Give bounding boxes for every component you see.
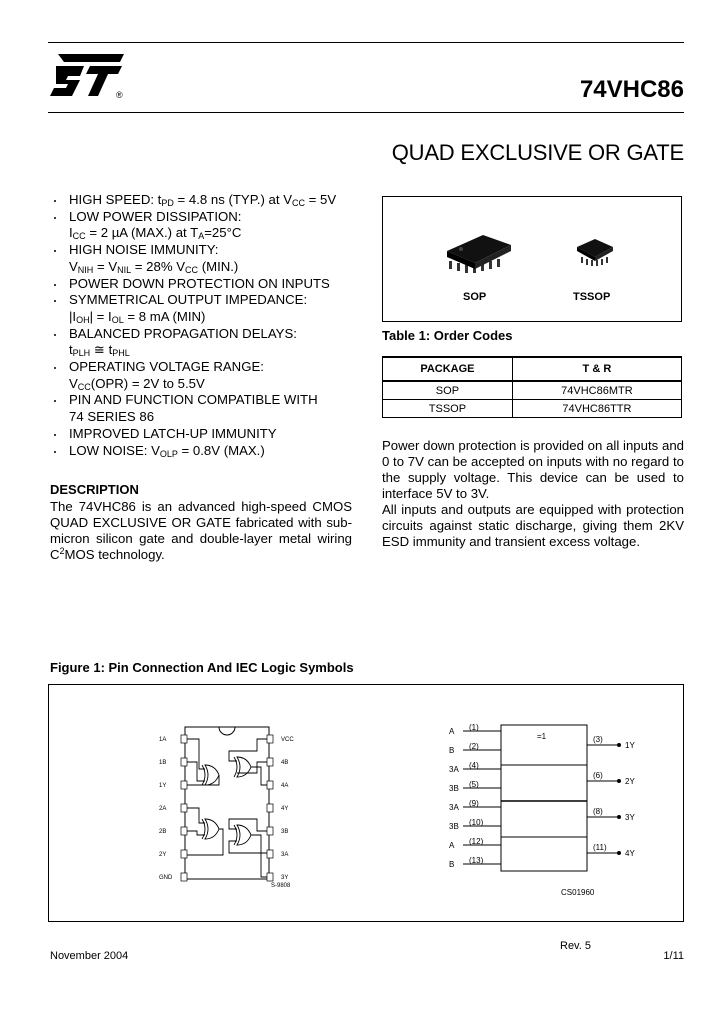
iec-input-pin: (12): [469, 837, 484, 846]
dip-pin: [267, 758, 273, 766]
dip-pin: [181, 873, 187, 881]
iec-output-pin: (11): [593, 843, 607, 852]
table-row: [383, 400, 682, 418]
dip-pin: [181, 735, 187, 743]
dip-pin: [181, 758, 187, 766]
figure-box: [48, 684, 684, 922]
iec-output-pin: (6): [593, 771, 603, 780]
top-rule: [48, 42, 684, 43]
iec-output-pin: (3): [593, 735, 603, 744]
dip-pin: [267, 850, 273, 858]
right-text: [382, 438, 684, 550]
feature-item: PIN AND FUNCTION COMPATIBLE WITH 74 SERIES 86: [50, 392, 370, 425]
iec-output-label: 2Y: [625, 777, 635, 786]
iec-logic-symbol: [441, 721, 661, 911]
dip-code: S-9808: [271, 883, 291, 889]
dip-pin-label: VCC: [281, 737, 294, 743]
iec-output-label: 4Y: [625, 849, 635, 858]
dip-pin: [267, 804, 273, 812]
dip-pin-label: 4A: [281, 783, 289, 789]
registered-mark: ®: [116, 90, 123, 100]
iec-function-label: =1: [537, 732, 547, 741]
dip-pin: [267, 827, 273, 835]
footer-date: November 2004: [50, 950, 129, 962]
feature-item: POWER DOWN PROTECTION ON INPUTS: [50, 276, 370, 293]
pin-connection-diagram: [157, 721, 357, 891]
iec-input-pin: (5): [469, 780, 479, 789]
feature-list: [50, 192, 370, 459]
right-paragraph-2: All inputs and outputs are equipped with protection circuits against static discharge, giving them 2KV ESD immunity and transient excess voltage.: [382, 502, 684, 549]
table-header-tr: T & R: [512, 357, 681, 381]
iec-output-label: 3Y: [625, 813, 635, 822]
table-row: [383, 381, 682, 400]
footer-page: 1/11: [663, 950, 684, 962]
dip-pin-label: 1B: [159, 760, 167, 766]
page-subtitle: QUAD EXCLUSIVE OR GATE: [391, 140, 684, 165]
dip-pin-label: GND: [159, 875, 173, 881]
dip-pin-label: 3A: [281, 852, 289, 858]
dip-pin-label: 3B: [281, 829, 289, 835]
feature-item: LOW NOISE: $V_{OLP} = 0.8V$ (MAX.): [50, 443, 370, 460]
feature-item: SYMMETRICAL OUTPUT IMPEDANCE: $|I_{OH}| = I_{OL} = 8$ mA (MIN): [50, 292, 370, 325]
table-cell: 74VHC86MTR: [512, 381, 681, 400]
feature-item: HIGH SPEED: $t_{PD} = 4.8$ ns (TYP.) at $V_{CC} = 5V$: [50, 192, 370, 209]
feature-item: BALANCED PROPAGATION DELAYS: $t_{PLH}$ ≅ $t_{PHL}$: [50, 326, 370, 359]
dip-pin: [181, 850, 187, 858]
dip-pin-label: 4B: [281, 760, 289, 766]
dip-pin: [267, 781, 273, 789]
iec-input-pin: (2): [469, 742, 479, 751]
iec-input-label: A: [449, 841, 455, 850]
iec-output-node: [617, 851, 621, 855]
iec-input-pin: (9): [469, 799, 479, 808]
iec-input-label: A: [449, 727, 455, 736]
dip-pin: [181, 781, 187, 789]
iec-output-node: [617, 815, 621, 819]
iec-code: CS01960: [561, 888, 595, 897]
footer-rev: Rev. 5: [560, 940, 591, 952]
dip-pin-label: 2Y: [159, 852, 167, 858]
iec-input-label: B: [449, 860, 455, 869]
iec-input-pin: (10): [469, 818, 484, 827]
order-table-title: Table 1: Order Codes: [382, 328, 513, 343]
order-codes-table: [382, 356, 682, 418]
dip-pin-label: 1Y: [159, 783, 167, 789]
iec-input-label: B: [449, 746, 455, 755]
package-image-box: [382, 196, 682, 322]
table-header-package: PACKAGE: [383, 357, 513, 381]
right-paragraph-1: Power down protection is provided on all inputs and 0 to 7V can be accepted on inputs with no regard to the supply voltage. This device can be used to interface 5V to 3V.: [382, 438, 684, 501]
feature-item: OPERATING VOLTAGE RANGE: $V_{CC}(OPR) = 2V$ to 5.5V: [50, 359, 370, 392]
dip-pin: [181, 827, 187, 835]
dip-pin-label: 1A: [159, 737, 167, 743]
description-heading: DESCRIPTION: [50, 482, 139, 497]
feature-item: IMPROVED LATCH-UP IMMUNITY: [50, 426, 370, 443]
iec-output-node: [617, 779, 621, 783]
description-text: The 74VHC86 is an advanced high-speed CMOS QUAD EXCLUSIVE OR GATE fabricated with sub-micron silicon gate and double-layer metal wiring $C^2MOS$ technology.: [50, 499, 352, 562]
table-cell: SOP: [383, 381, 513, 400]
part-number: 74VHC86: [579, 76, 684, 103]
dip-pin-label: 3Y: [281, 875, 289, 881]
iec-input-label: 3B: [449, 784, 459, 793]
iec-output-label: 1Y: [625, 741, 635, 750]
iec-output-node: [617, 743, 621, 747]
table-cell: TSSOP: [383, 400, 513, 418]
dip-pin: [267, 873, 273, 881]
dip-pin: [267, 735, 273, 743]
figure-title: Figure 1: Pin Connection And IEC Logic Symbols: [50, 660, 354, 675]
header-rule: [48, 112, 684, 113]
sop-label: SOP: [463, 291, 487, 303]
dip-pin-label: 4Y: [281, 806, 289, 812]
iec-input-pin: (4): [469, 761, 479, 770]
iec-input-label: 3A: [449, 803, 459, 812]
iec-input-label: 3B: [449, 822, 459, 831]
tssop-label: TSSOP: [573, 291, 611, 303]
dip-pin-label: 2B: [159, 829, 167, 835]
tssop-package-image: [573, 235, 617, 269]
iec-input-label: 3A: [449, 765, 459, 774]
iec-input-pin: (1): [469, 723, 479, 732]
table-cell: 74VHC86TTR: [512, 400, 681, 418]
iec-input-pin: (13): [469, 856, 484, 865]
dip-pin: [181, 804, 187, 812]
feature-item: HIGH NOISE IMMUNITY: $V_{NIH} = V_{NIL} = 28\%$ $V_{CC}$ (MIN.): [50, 242, 370, 275]
dip-pin-label: 2A: [159, 806, 167, 812]
feature-item: LOW POWER DISSIPATION: $I_{CC} = 2$ µA (MAX.) at $T_A=25^\circ C$: [50, 209, 370, 242]
sop-package-image: [443, 231, 515, 275]
iec-output-pin: (8): [593, 807, 603, 816]
